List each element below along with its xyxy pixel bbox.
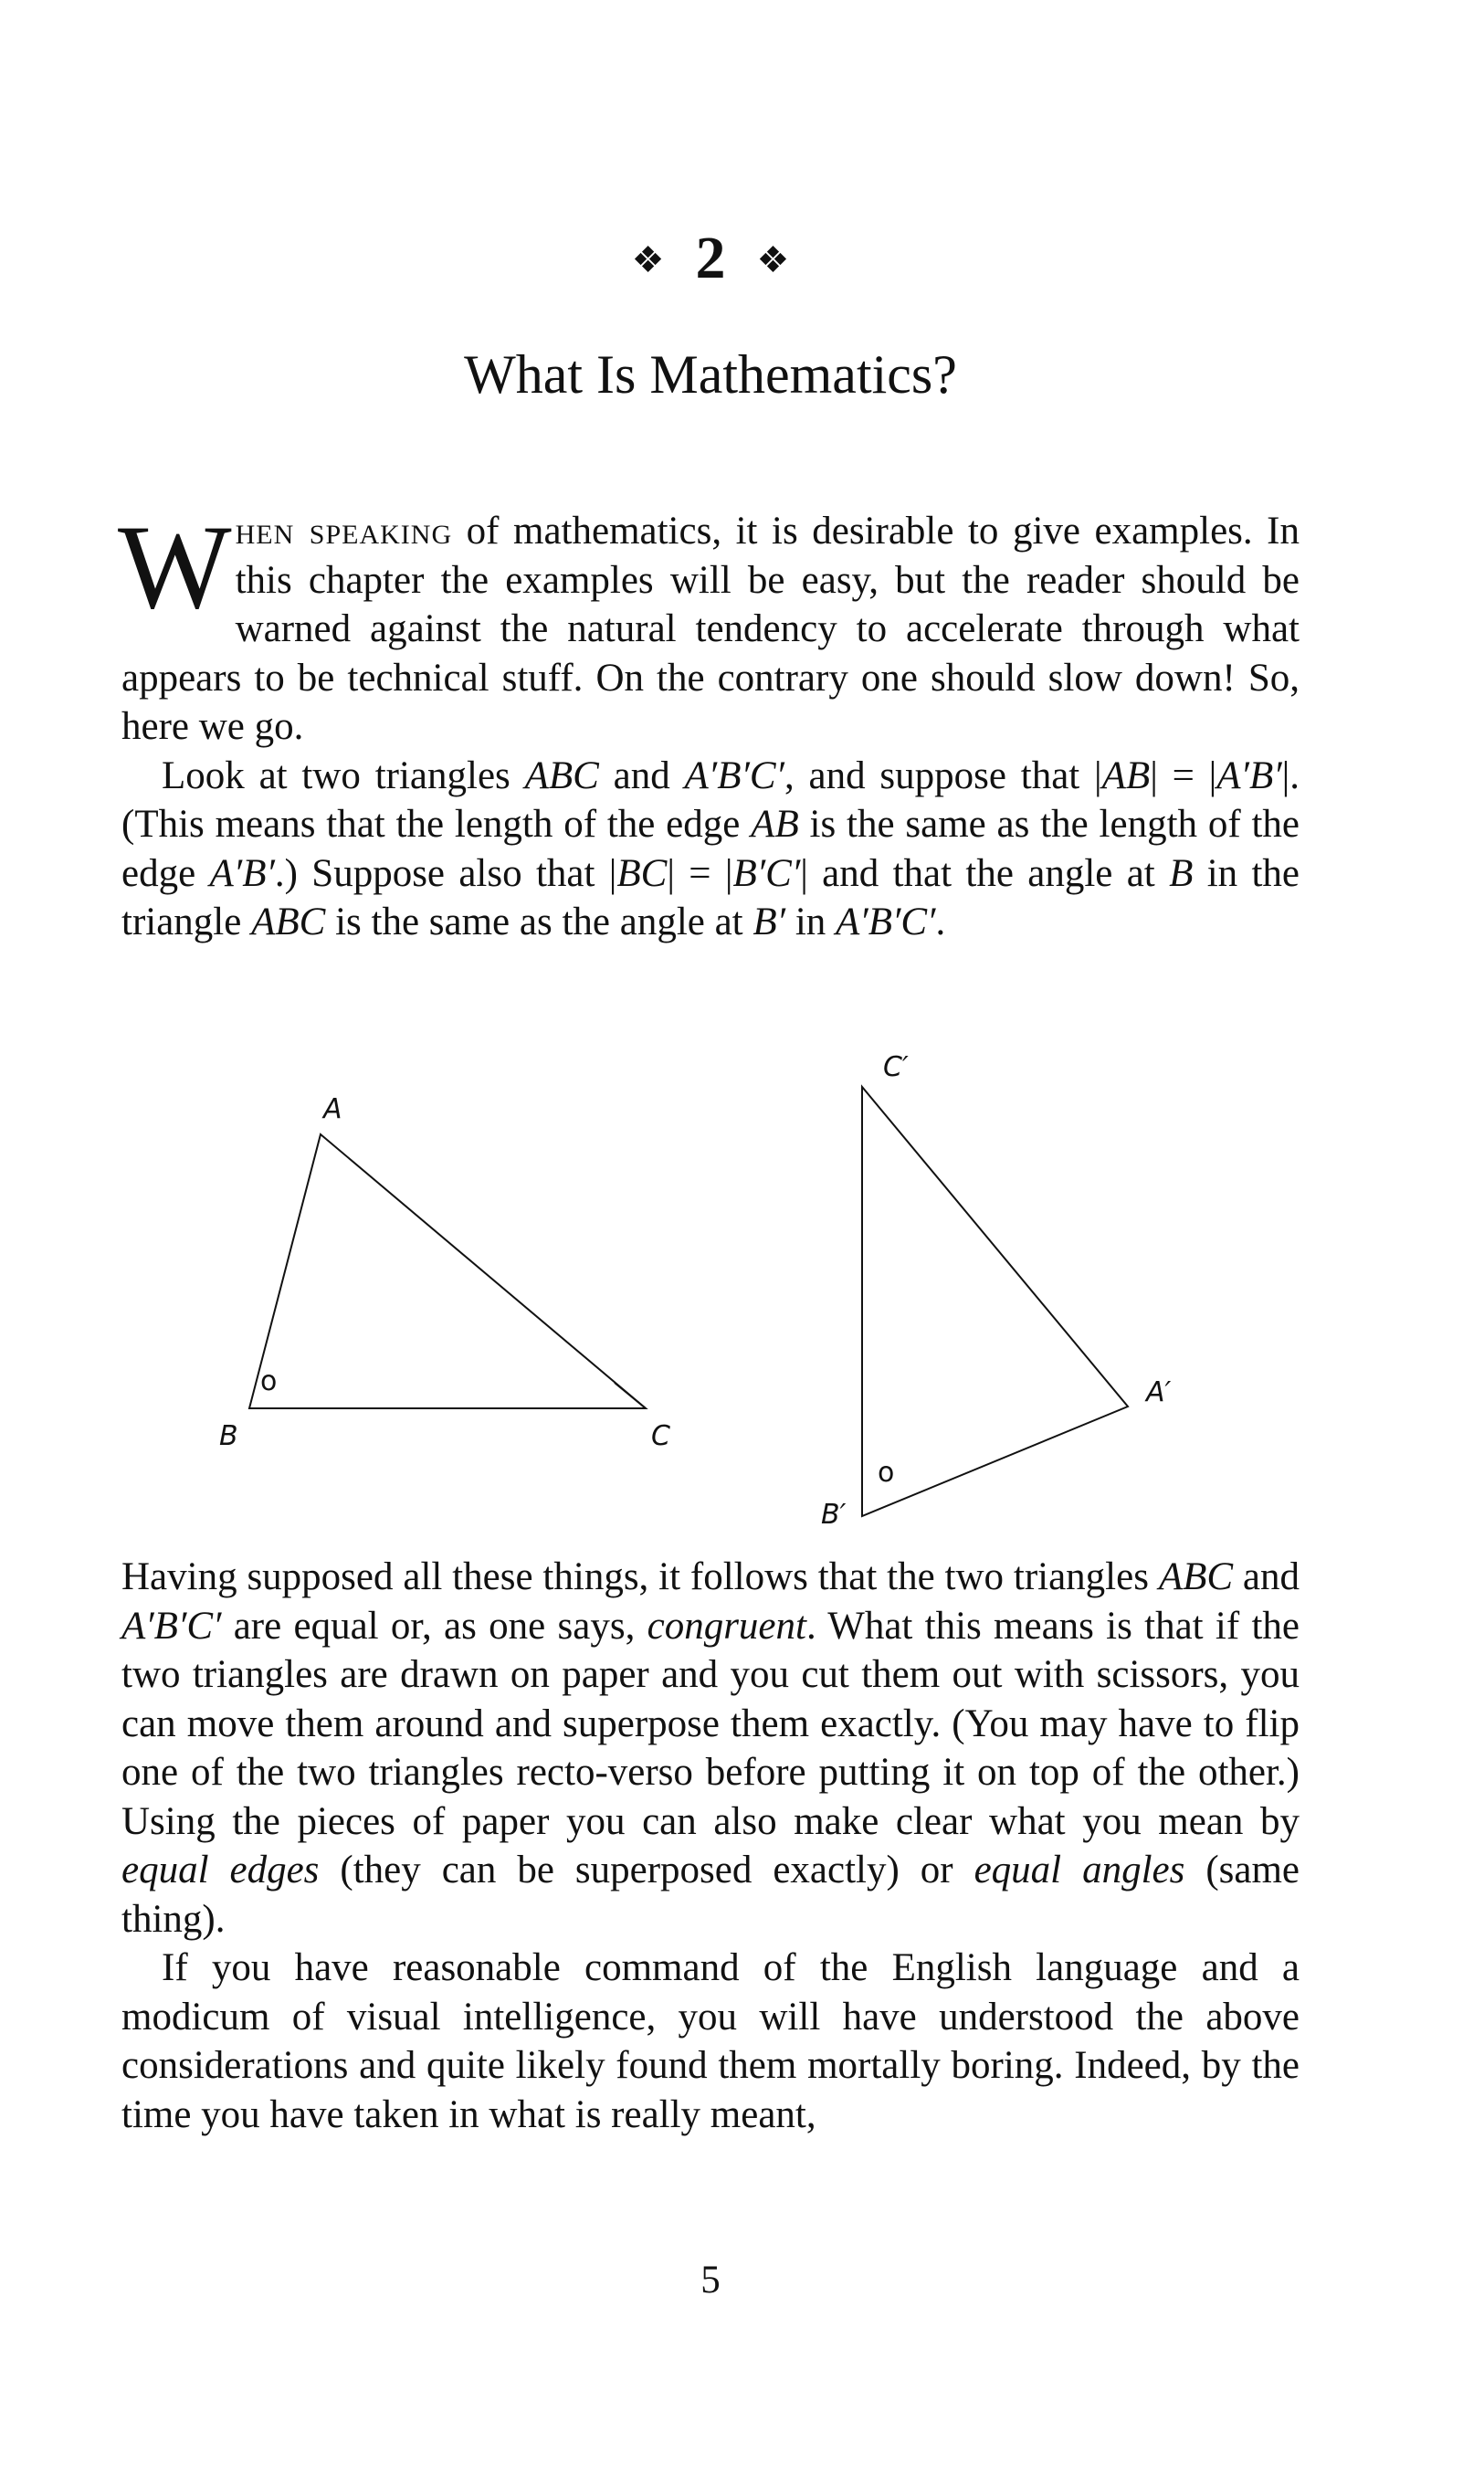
text-run: is the same as the length of the edge [121,803,1300,895]
math-symbol: B′C′ [732,851,801,895]
emphasis: equal edges [121,1849,320,1891]
text-run: . [935,901,946,943]
text-run: in the triangle [121,851,1300,943]
math-symbol: ABC [524,753,599,797]
ornament-left-icon: ❖ [631,238,665,280]
text-run: | and that the angle at [800,851,1170,895]
angle-mark-b-prime: o [878,1457,895,1489]
text-run: | = | [1150,753,1217,797]
text-run: in [785,901,837,943]
label-c: C [651,1420,670,1452]
label-a: A [323,1093,342,1125]
paragraph-1 [118,500,1300,752]
paragraph-1-text: of mathematics, it is desirable to give examples. In this chapter the examples will be easy, but the reader should be warned against the natural tendency to accelerate through what appears to be technical stuff. On the contrary one should slow down! So, here we go. [121,510,1300,748]
math-symbol: BC [616,851,668,895]
math-symbol: B′ [753,901,786,943]
text-block-top [118,500,1300,947]
label-a-prime: A′ [1146,1376,1172,1408]
paragraph-2 [121,752,1300,947]
triangles-diagram [121,1041,1300,1553]
chapter-number: 2 [695,225,726,291]
text-run: Look at two triangles [162,753,525,797]
text-run: (same thing). [121,1849,1300,1941]
triangle-abc-edge-c-extension [615,1383,646,1408]
text-run: and [598,753,685,797]
label-b: B [219,1420,238,1452]
text-run: is the same as the angle at [325,901,753,943]
math-symbol: A′B′ [1216,753,1282,797]
text-run: (they can be superposed exactly) or [319,1849,974,1891]
text-run: |. (This means that the length of the edge [121,753,1300,846]
math-symbol: ABC [251,901,326,943]
math-symbol: A′B′C′ [684,753,784,797]
text-run: , and suppose that | [784,753,1102,797]
math-symbol: A′B′C′ [121,1604,222,1648]
emphasis: congruent [647,1604,806,1648]
triangle-apbpcp [862,1087,1128,1516]
math-symbol: A′B′C′ [836,901,936,943]
text-run: Having supposed all these things, it follows that the two triangles [121,1555,1159,1598]
triangle-abc [249,1134,646,1408]
paragraph-4: If you have reasonable command of the English language and a modicum of visual intelligence, you will have understood the above considerations and quite likely found them mortally boring. Indeed, by the time you have taken in what is really meant, [121,1946,1300,2136]
text-block-bottom [121,1553,1300,2139]
page-number: 5 [700,2259,721,2302]
ornament-right-icon: ❖ [756,238,790,280]
text-run: and [1233,1555,1300,1598]
math-symbol: ABC [1158,1555,1234,1598]
math-symbol: B [1169,851,1194,895]
book-page [118,0,1300,2476]
text-run: . What this means is that if the two triangles are drawn on paper and you cut them out with scissors, you can move them around and superpose them exactly. (You may have to flip one of the two triangles recto-verso before putting it on top of the other.) Using the pieces of paper you can also make clear what you mean by [121,1604,1300,1843]
label-c-prime: C′ [883,1051,909,1083]
text-run: are equal or, as one says, [221,1604,647,1648]
label-b-prime: B′ [821,1499,847,1531]
small-caps-lead: hen speaking [235,510,453,553]
math-symbol: AB [1101,753,1151,797]
triangles-figure [121,1041,1300,1553]
text-run: | = | [667,851,733,895]
drop-cap: W [118,500,232,634]
text-run: .) Suppose also that | [274,851,617,895]
emphasis: equal angles [974,1849,1185,1891]
math-symbol: AB [751,803,799,846]
chapter-title: What Is Mathematics? [464,344,957,405]
angle-mark-b: o [260,1365,278,1397]
math-symbol: A′B′ [209,851,275,895]
chapter-number-line [121,217,1300,305]
paragraph-3 [121,1553,1300,1944]
